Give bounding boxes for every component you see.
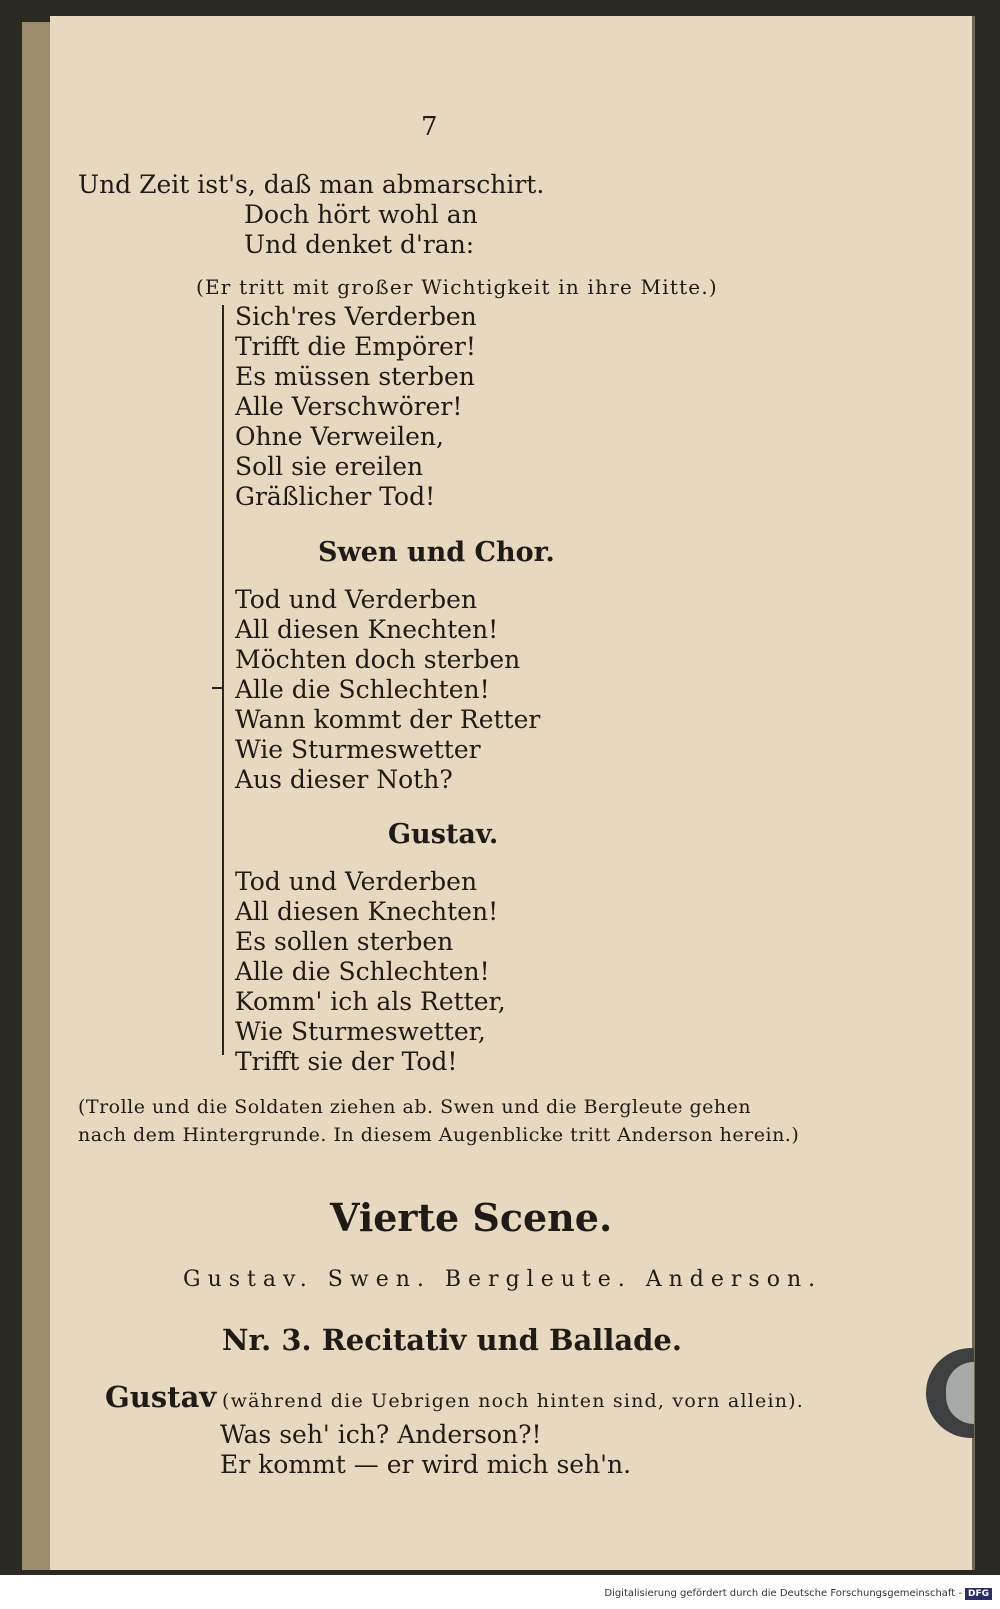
stage-direction: (während die Uebrigen noch hinten sind, vorn allein). (222, 1390, 805, 1412)
closing-line: Er kommt — er wird mich seh'n. (220, 1450, 632, 1479)
intro-line: Doch hört wohl an (244, 200, 478, 229)
stage-direction: (Trolle und die Soldaten ziehen ab. Swen und die Bergleute gehen (78, 1096, 752, 1118)
page-number: 7 (421, 112, 438, 142)
verse-line: Es müssen sterben (235, 362, 475, 391)
verse-line: Aus dieser Noth? (235, 765, 453, 794)
verse-line: All diesen Knechten! (235, 615, 499, 644)
speaker-name: Gustav (105, 1380, 217, 1414)
verse-line: Wie Sturmeswetter, (235, 1017, 486, 1046)
brace-line (222, 305, 224, 1055)
verse-line: Gräßlicher Tod! (235, 482, 436, 511)
verse-line: Komm' ich als Retter, (235, 987, 506, 1016)
intro-line: Und Zeit ist's, daß man abmarschirt. (78, 170, 545, 199)
speaker-heading: Swen und Chor. (318, 537, 555, 568)
verse-line: Es sollen sterben (235, 927, 454, 956)
stage-direction: nach dem Hintergrunde. In diesem Augenblicke tritt Anderson herein.) (78, 1124, 800, 1146)
verse-line: Alle die Schlechten! (235, 675, 490, 704)
verse-line: Ohne Verweilen, (235, 422, 444, 451)
verse-line: Möchten doch sterben (235, 645, 521, 674)
verse-line: Wann kommt der Retter (235, 705, 541, 734)
verse-line: Alle Verschwörer! (235, 392, 463, 421)
footer-credit-text: Digitalisierung gefördert durch die Deutsche Forschungsgemeinschaft - (604, 1588, 962, 1599)
verse-line: Alle die Schlechten! (235, 957, 490, 986)
scene-title: Vierte Scene. (330, 1195, 613, 1240)
brace-tip (212, 687, 224, 689)
verse-line: Trifft die Empörer! (235, 332, 476, 361)
verse-line: All diesen Knechten! (235, 897, 499, 926)
speaker-heading: Gustav. (388, 819, 499, 850)
verse-line: Wie Sturmeswetter (235, 735, 481, 764)
intro-line: Und denket d'ran: (244, 230, 475, 259)
verse-line: Trifft sie der Tod! (235, 1047, 458, 1076)
character-list: Gustav. Swen. Bergleute. Anderson. (183, 1267, 823, 1292)
dfg-logo: DFG (965, 1588, 992, 1600)
verse-line: Tod und Verderben (235, 867, 478, 896)
verse-line: Tod und Verderben (235, 585, 478, 614)
number-title: Nr. 3. Recitativ und Ballade. (222, 1323, 682, 1357)
stage-direction: (Er tritt mit großer Wichtigkeit in ihre Mitte.) (196, 275, 718, 299)
closing-line: Was seh' ich? Anderson?! (220, 1420, 542, 1449)
footer-credit (604, 1588, 992, 1600)
verse-line: Sich'res Verderben (235, 302, 477, 331)
book-spine (22, 22, 50, 1570)
verse-line: Soll sie ereilen (235, 452, 424, 481)
